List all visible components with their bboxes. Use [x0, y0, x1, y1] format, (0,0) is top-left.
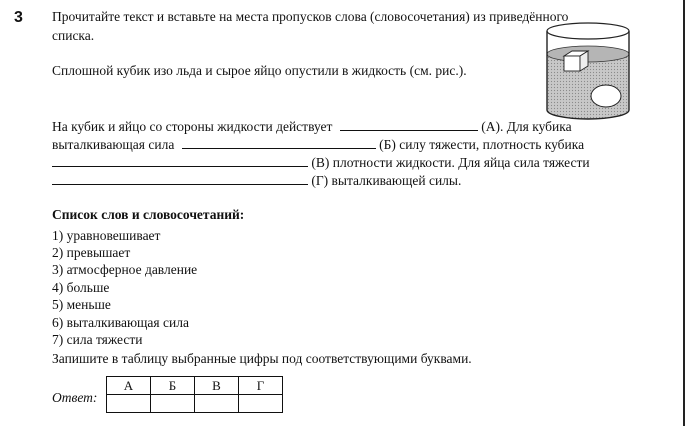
- list-item: 4) больше: [52, 280, 110, 295]
- intro-line-2: списка.: [52, 28, 95, 43]
- answer-header-v: В: [195, 377, 239, 395]
- list-item: 2) превышает: [52, 245, 131, 260]
- blank-b[interactable]: [182, 136, 376, 149]
- answer-cell-g[interactable]: [239, 395, 283, 413]
- text-part-1a: На кубик и яйцо со стороны жидкости действует: [52, 119, 333, 134]
- instruction: Запишите в таблицу выбранные цифры под соответствующими буквами.: [52, 351, 472, 366]
- list-item: 5) меньше: [52, 297, 111, 312]
- answer-header-row: [107, 377, 283, 395]
- answer-cell-b[interactable]: [151, 395, 195, 413]
- answer-cell-v[interactable]: [195, 395, 239, 413]
- blank-v[interactable]: [52, 154, 308, 167]
- text-part-2a: выталкивающая сила: [52, 137, 175, 152]
- answer-input-row: [107, 395, 283, 413]
- page-edge: [683, 0, 685, 426]
- text-part-2b: (Б) силу тяжести, плотность кубика: [379, 137, 585, 152]
- answer-cell-a[interactable]: [107, 395, 151, 413]
- text-line-4: [52, 172, 461, 190]
- glass-figure: [544, 20, 632, 122]
- blank-a[interactable]: [340, 118, 478, 131]
- list-title: Список слов и словосочетаний:: [52, 207, 245, 222]
- list-item: 3) атмосферное давление: [52, 262, 198, 277]
- list-item: 7) сила тяжести: [52, 332, 143, 347]
- text-part-1b: (А). Для кубика: [481, 119, 572, 134]
- list-item: 6) выталкивающая сила: [52, 315, 189, 330]
- answer-header-g: Г: [239, 377, 283, 395]
- text-line-1: [52, 118, 572, 136]
- answer-header-a: А: [107, 377, 151, 395]
- answer-label: Ответ:: [52, 390, 98, 405]
- ice-cube: [564, 51, 588, 71]
- blank-g[interactable]: [52, 172, 308, 185]
- list-item: 1) уравновешивает: [52, 228, 161, 243]
- question-number: 3: [14, 9, 23, 26]
- text-line-3: [52, 154, 590, 172]
- text-line-2: [52, 136, 584, 154]
- answer-header-b: Б: [151, 377, 195, 395]
- setup-text: Сплошной кубик изо льда и сырое яйцо опустили в жидкость (см. рис.).: [52, 63, 467, 78]
- text-part-4b: (Г) выталкивающей силы.: [311, 173, 462, 188]
- text-part-3b: (В) плотности жидкости. Для яйца сила тяжести: [311, 155, 590, 170]
- egg: [591, 85, 621, 107]
- intro-line-1: Прочитайте текст и вставьте на места пропусков слова (словосочетания) из приведённого: [52, 9, 569, 24]
- answer-table: [106, 376, 283, 413]
